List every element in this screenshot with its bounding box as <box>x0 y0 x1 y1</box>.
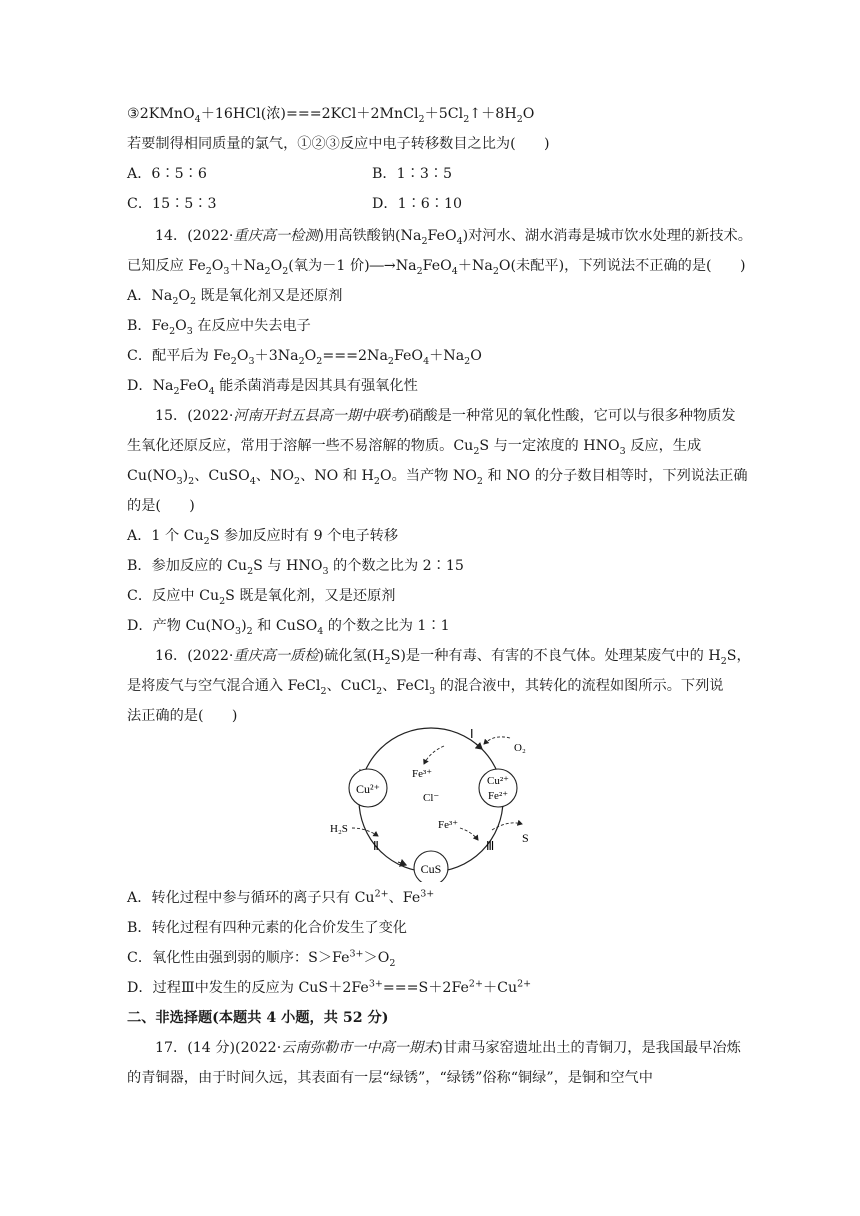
text-line-14: A．1 个 $Cu_2S$ 参加反应时有 9 个电子转移 <box>127 528 399 547</box>
arrow-o2 <box>484 737 510 744</box>
text-line-11: 生氧化还原反应，常用于溶解一些不易溶解的物质。$Cu_2S$ 与一定浓度的 $HNO_3$ 反应，生成 <box>127 438 702 457</box>
node-cu2-fe2-label-2: Fe²⁺ <box>487 790 509 802</box>
arrow-fe3-top <box>424 746 444 764</box>
label-fe3-top: Fe³⁺ <box>412 768 433 780</box>
arrow-fe3-bottom <box>460 828 478 840</box>
text-line-2: A．6∶5∶6 <box>127 166 207 182</box>
text-line-5: 已知反应 $Fe_2O_3+Na_2O_2$(氧为－1 价)$―\to Na_2FeO_4+Na_2O$(未配平)，下列说法不正确的是( ) <box>127 258 746 277</box>
text-line-3: C．15∶5∶3 <box>127 196 217 212</box>
option-right-1: D．1∶6∶10 <box>372 196 463 212</box>
text-line-26: 17．(14 分)(2022·云南弥勒市一中高一期末)甘肃马家窑遗址出土的青铜刀，是我国最早冶炼 <box>155 1040 741 1056</box>
text-line-1: 若要制得相同质量的氯气，①②③反应中电子转移数目之比为( ) <box>127 136 550 152</box>
label-h2s: H₂S <box>330 823 348 835</box>
cycle-arrow-right <box>476 744 482 749</box>
label-o2: O₂ <box>514 742 526 754</box>
label-fe3-bottom: Fe³⁺ <box>438 819 459 831</box>
text-line-8: C．配平后为 $Fe_2O_3+3Na_2O_2===2Na_2FeO_4+Na_2O$ <box>127 348 482 367</box>
text-line-10: 15．(2022·河南开封五县高一期中联考)硝酸是一种常见的氧化性酸，它可以与很多种物质发 <box>155 408 736 424</box>
text-line-20: 法正确的是( ) <box>127 708 238 724</box>
label-cl: Cl⁻ <box>423 792 440 804</box>
text-line-13: 的是( ) <box>127 498 195 514</box>
text-line-4: 14．(2022·重庆高一检测)用高铁酸钠$(Na_2FeO_4)$对河水、湖水消毒是城市饮水处理的新技术。 <box>155 228 752 247</box>
step-2: Ⅱ <box>373 839 379 853</box>
step-1: Ⅰ <box>470 727 474 741</box>
conversion-flow-diagram <box>326 722 556 882</box>
node-cu2-label: Cu²⁺ <box>356 782 380 796</box>
text-line-22: B．转化过程有四种元素的化合价发生了变化 <box>127 920 407 936</box>
text-line-23: C．氧化性由强到弱的顺序：$S>Fe^{3+}>O_2$ <box>127 948 396 969</box>
text-line-0: ③2KMnO$_4$＋16HCl(浓)$===2KCl+2MnCl_2+5Cl_2↑+8H_2O$ <box>127 106 535 125</box>
text-line-16: C．反应中 $Cu_2S$ 既是氧化剂，又是还原剂 <box>127 588 396 607</box>
text-line-21: A．转化过程中参与循环的离子只有 $Cu^{2+}$、$Fe^{3+}$ <box>127 888 435 906</box>
text-line-24: D．过程Ⅲ中发生的反应为 $CuS+2Fe^{3+}===S+2Fe^{2+}+Cu^{2+}$ <box>127 978 532 996</box>
text-line-6: A．$Na_2O_2$ 既是氧化剂又是还原剂 <box>127 288 343 307</box>
text-line-12: $Cu(NO_3)_2$、CuSO$_4$、$NO_2$、NO 和 $H_2O$。当产物 $NO_2$ 和 NO 的分子数目相等时，下列说法正确 <box>127 468 748 487</box>
text-line-19: 是将废气与空气混合通入 FeCl$_2$、CuCl$_2$、FeCl$_3$ 的混合液中，其转化的流程如图所示。下列说 <box>127 678 724 697</box>
option-right-0: B．1∶3∶5 <box>372 166 453 182</box>
node-cus-label: CuS <box>420 862 442 876</box>
text-line-9: D．$Na_2FeO_4$ 能杀菌消毒是因其具有强氧化性 <box>127 378 418 397</box>
label-s: S <box>522 831 529 845</box>
text-line-25: 二、非选择题(本题共 4 小题，共 52 分) <box>127 1010 389 1026</box>
node-cu2-fe2-label-1: Cu²⁺ <box>487 775 509 787</box>
text-line-15: B．参加反应的 $Cu_2S$ 与 $HNO_3$ 的个数之比为 2∶15 <box>127 558 464 577</box>
step-3: Ⅲ <box>486 839 495 853</box>
text-line-17: D．产物 $Cu(NO_3)_2$ 和 CuSO$_4$ 的个数之比为 1∶1 <box>127 618 450 637</box>
text-line-27: 的青铜器，由于时间久远，其表面有一层“绿锈”，“绿锈”俗称“铜绿”，是铜和空气中 <box>127 1070 653 1086</box>
text-line-7: B．$Fe_2O_3$ 在反应中失去电子 <box>127 318 311 337</box>
text-line-18: 16．(2022·重庆高一质检)硫化氢$(H_2S)$是一种有毒、有害的不良气体。处理某废气中的 $H_2S$， <box>155 648 751 667</box>
